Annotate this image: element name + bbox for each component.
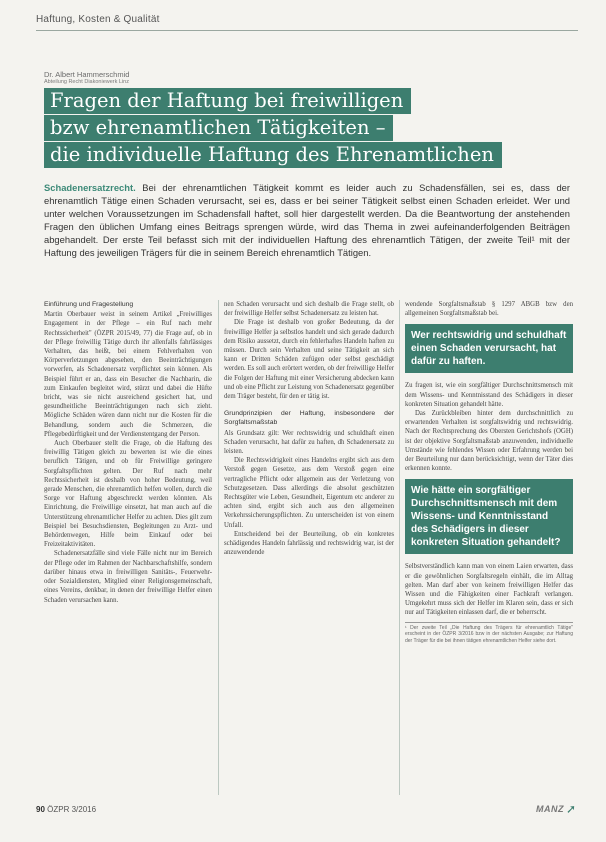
lead-paragraph: [44, 181, 570, 259]
journal-issue: ÖZPR 3/2016: [47, 805, 97, 814]
publisher-logo: MANZ: [536, 804, 564, 814]
column-2: [224, 300, 394, 557]
paragraph: Selbstverständlich kann man von einem Laien erwarten, dass er die gewöhnlichen Sorgfaltsregeln einhält, die im Alltag gelten. Man darf aber von keinem freiwilligen Helfer das Wissen und die Fähigkeiten einer Fachkraft verlangen. Umgekehrt muss sich der Helfer im Klaren sein, dass er sich nur auf Tätigkeiten einlassen darf, die er beherrscht.: [405, 563, 573, 617]
paragraph: Als Grundsatz gilt: Wer rechtswidrig und schuldhaft einen Schaden verursacht, hat dafür zu haften, dh Schadenersatz zu leisten.: [224, 429, 394, 456]
pull-quote-2: Wie hätte ein sorgfältiger Durchschnittsmensch mit dem Wissens- und Kenntnisstand des Schädigers in dieser konkreten Situation gehandelt?: [405, 479, 573, 554]
author-name: Dr. Albert Hammerschmid: [44, 70, 130, 79]
title-line-2: bzw ehrenamtlichen Tätigkeiten –: [44, 115, 393, 141]
lead-text: Bei der ehrenamtlichen Tätigkeit kommt es leider auch zu Schadensfällen, sei es, dass der ehrenamtlich Tätige einen Schaden verursacht, sei es, dass er bei seiner Tätigkeit selbst einen Schaden erleidet. Wer und unter welchen Voraussetzungen im Schadensfall haftet, soll hier dargestellt werden. Da die Beantwortung der anstehenden Fragen den üblichen Umfang eines Beitrags sprengen würde, wird das Thema in zwei aufeinanderfolgenden Beiträgen abgehandelt. Der erste Teil befasst sich mit der individuellen Haftung des ehrenamtlich Tätigen, der zweite Teil¹ mit der Haftung des jeweiligen Trägers für die in seinem Bereich ehrenamtlich Tätigen.: [44, 182, 570, 258]
page-footer: [36, 805, 96, 814]
paragraph: Die Rechtswidrigkeit eines Handelns ergibt sich aus dem Verstoß gegen Gesetze, aus dem Verstoß gegen eine vertragliche Pflicht oder allgemein aus der Verletzung von Schutzgesetzen. Dass allerdings die absolut geschützten Rechtsgüter wie Leben, Gesundheit, Eigentum etc anderer zu achten sind, ergibt sich auch aus den allgemeinen Verkehrssicherungspflichten. Zu unterscheiden ist von einem Unfall.: [224, 457, 394, 529]
paragraph: nen Schaden verursacht und sich deshalb die Frage stellt, ob der freiwillige Helfer selbst Schadenersatz zu leisten hat.: [224, 301, 394, 318]
publisher-arrow-icon: ➚: [565, 802, 576, 816]
column-3: [405, 300, 573, 644]
paragraph: Schadenersatzfälle sind viele Fälle nicht nur im Bereich der Pflege oder im Rahmen der Nachbarschaftshilfe, sondern darüber hinaus etwa in freiwilligen Sanitäts-, Feuerwehr- oder Sozialdiensten, Mitglied einer Religionsgemeinschaft, eines Vereins, denkbar, in denen der freiwillige Helfer einen Schaden verursachen kann.: [44, 550, 212, 604]
section-heading-intro: Einführung und Fragestellung: [44, 301, 134, 308]
page-number: 90: [36, 805, 45, 814]
section-heading-principles: Grundprinzipien der Haftung, insbesondere der Sorgfaltsmaßstab: [224, 410, 394, 427]
column-divider: [399, 300, 400, 795]
paragraph: Das Zurückbleiben hinter dem durchschnittlich zu erwartenden Verhalten ist sorgfaltswidrig und rechtswidrig. Nach der Rechtsprechung des Obersten Gerichtshofs (OGH) ist der objektive Sorgfaltsmaßstab anzuwenden, individuelle Umstände wie fehlendes Wissen oder Erfahrung werden bei der Beurteilung nur dann berücksichtigt, wenn der Täter dies erkennen konnte.: [405, 410, 573, 473]
paragraph: Auch Oberbauer stellt die Frage, ob die Haftung des freiwillig Tätigen gleich zu bewerten ist wie die eines beruflich Tätigen, und ob für Freiwillige geringere Sorgfaltspflichten gelten. Der Ruf nach mehr Rechtssicherheit ist deshalb von hoher Bedeutung, weil gerade Menschen, die ehrenamtlich helfen wollen, durch die Sorge vor Haftung abgeschreckt werden könnten. Als Einrichtung, die Freiwillige einsetzt, hat man auch auf die Unterstützung ehrenamtlicher Helfer zu achten. Dies gilt zum Beispiel bei Besuchsdiensten, Begleitungen zu Arzt- und Behördenwegen, Hilfe beim Einkauf oder bei Freizeitaktivitäten.: [44, 440, 212, 549]
lead-keyword: Schadenersatzrecht.: [44, 182, 136, 193]
paragraph: Martin Oberbauer weist in seinem Artikel „Freiwilliges Engagement in der Pflege – ein Ruf nach mehr Rechtssicherheit" (ÖZPR 2015/49, 77) die Frage auf, ob in der Pflege freiwillig Tätige durch ihr allenfalls fahrlässiges Verhalten, das heißt, bei einem Fehlverhalten von Körperverletzungen abgesehen, den Beeinträchtigungen vorwerfen, als Schadenersatz verpflichtet sein können. Als Beispiel führt er an, dass ein Besucher die Nachbarin, die zum Einkaufen begleitet wird, stürzt und dabei die Hüfte bricht, was sie nicht ausreichend gesichert hat, und gesundheitliche Beeinträchtigungen nach sich zieht. Mögliche Schäden wären dann nicht nur die Kosten für die Behandlung, sondern auch die Schmerzen, die Pflegebedürftigkeit und der Verdienstentgang der Person.: [44, 311, 212, 438]
column-divider: [218, 300, 219, 795]
paragraph: Entscheidend bei der Beurteilung, ob ein konkretes schädigendes Handeln fahrlässig und rechtswidrig war, ist der anzuwendende: [224, 530, 394, 557]
author-role: Abteilung Recht Diakoniewerk Linz: [44, 79, 129, 85]
title-line-3: die individuelle Haftung des Ehrenamtlichen: [44, 142, 502, 168]
running-header: Haftung, Kosten & Qualität: [36, 14, 160, 25]
header-rule: [36, 30, 578, 31]
pull-quote-1: Wer rechtswidrig und schuldhaft einen Schaden verursacht, hat dafür zu haften.: [405, 324, 573, 373]
article-title: [44, 88, 564, 169]
title-line-1: Fragen der Haftung bei freiwilligen: [44, 88, 411, 114]
column-1: [44, 300, 212, 605]
footnote: ¹ Der zweite Teil „Die Haftung des Trägers für ehrenamtlich Tätige" erscheint in der ÖZPR 3/2016 bzw in der nächsten Ausgabe; zur Haftung der Träger für die bei ihnen tätigen ehrenamtlichen Helfer siehe dort.: [405, 622, 573, 645]
paragraph: Die Frage ist deshalb von großer Bedeutung, da der freiwillige Helfer ja selbstlos handelt und sich gerade dadurch dem Risiko aussetzt, durch ein fehlerhaftes Handeln haften zu müssen. Durch sein Verhalten und seine Tätigkeit an sich kann er Dritten Schäden zufügen oder selbst geschädigt werden. Es soll auch erörtert werden, ob der freiwillige Helfer die Folgen der Haftung mit einer Versicherung abdecken kann und ob eine Pflicht zur Leistung von Schadenersatz gegenüber dem Träger besteht, für den er tätig ist.: [224, 319, 394, 401]
paragraph: Zu fragen ist, wie ein sorgfältiger Durchschnittsmensch mit dem Wissens- und Kenntnisstand des Schädigers in dieser konkreten Situation gehandelt hätte.: [405, 382, 573, 408]
paragraph: wendende Sorgfaltsmaßstab § 1297 ABGB bzw den allgemeinen Sorgfaltsmaßstab bei.: [405, 301, 573, 318]
